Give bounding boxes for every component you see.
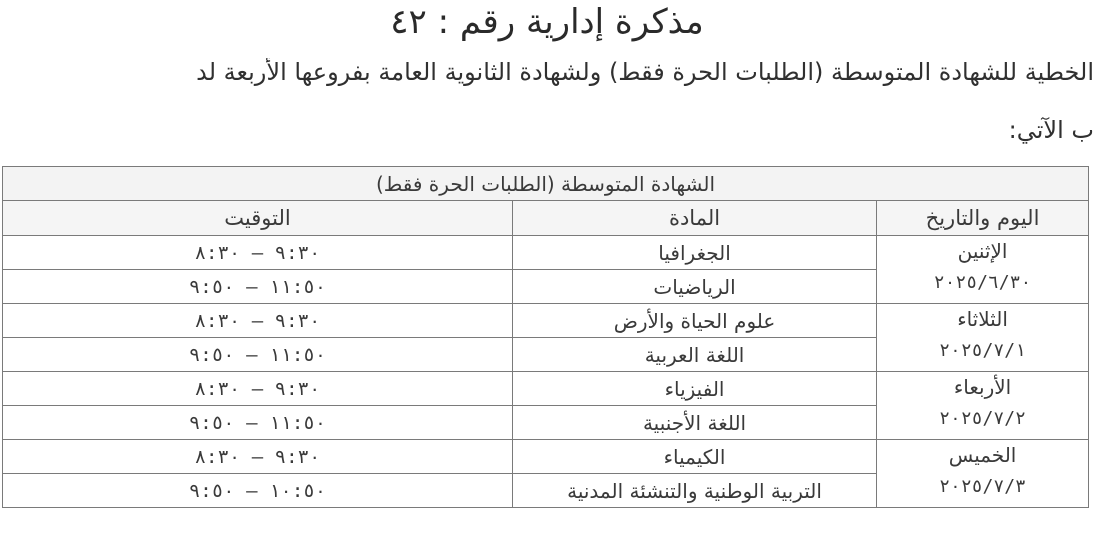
subject-cell: الرياضيات	[513, 270, 877, 304]
day-date-cell	[877, 304, 1089, 372]
table-row	[3, 372, 1089, 406]
time-cell: ٩:٣٠ – ٨:٣٠	[3, 304, 513, 338]
subject-cell: الكيمياء	[513, 440, 877, 474]
day-date-cell	[877, 372, 1089, 440]
subject-cell: اللغة العربية	[513, 338, 877, 372]
table-caption: الشهادة المتوسطة (الطلبات الحرة فقط)	[3, 167, 1089, 201]
header-time: التوقيت	[3, 201, 513, 236]
table-row	[3, 440, 1089, 474]
subject-cell: اللغة الأجنبية	[513, 406, 877, 440]
table-caption-row	[3, 167, 1089, 201]
intro-line-2: ب الآتي:	[1008, 116, 1094, 144]
table-header-row	[3, 201, 1089, 236]
time-cell: ٩:٣٠ – ٨:٣٠	[3, 440, 513, 474]
table-row	[3, 304, 1089, 338]
day-date-cell	[877, 440, 1089, 508]
time-cell: ١١:٥٠ – ٩:٥٠	[3, 406, 513, 440]
day-name: الخميس	[948, 443, 1017, 467]
time-cell: ٩:٣٠ – ٨:٣٠	[3, 372, 513, 406]
subject-cell: الجغرافيا	[513, 236, 877, 270]
time-cell: ١١:٥٠ – ٩:٥٠	[3, 338, 513, 372]
subject-cell: الفيزياء	[513, 372, 877, 406]
exam-date: ٢٠٢٥/٧/٢	[939, 408, 1026, 429]
exam-date: ٢٠٢٥/٧/٣	[939, 476, 1026, 497]
day-date-cell	[877, 236, 1089, 304]
exam-date: ٢٠٢٥/٦/٣٠	[933, 272, 1032, 293]
table-row	[3, 236, 1089, 270]
day-name: الأربعاء	[953, 375, 1012, 399]
exam-schedule-table	[2, 166, 1089, 508]
subject-cell: علوم الحياة والأرض	[513, 304, 877, 338]
memo-title: مذكرة إدارية رقم : ٤٢	[390, 2, 704, 42]
subject-cell: التربية الوطنية والتنشئة المدنية	[513, 474, 877, 508]
time-cell: ١٠:٥٠ – ٩:٥٠	[3, 474, 513, 508]
schedule-body	[3, 236, 1089, 508]
header-subject: المادة	[513, 201, 877, 236]
day-name: الإثنين	[957, 239, 1008, 263]
exam-date: ٢٠٢٥/٧/١	[939, 340, 1026, 361]
time-cell: ١١:٥٠ – ٩:٥٠	[3, 270, 513, 304]
day-name: الثلاثاء	[957, 307, 1008, 331]
header-day-date: اليوم والتاريخ	[877, 201, 1089, 236]
intro-line-1: الخطية للشهادة المتوسطة (الطلبات الحرة فقط) ولشهادة الثانوية العامة بفروعها الأربعة لد	[196, 58, 1094, 86]
time-cell: ٩:٣٠ – ٨:٣٠	[3, 236, 513, 270]
